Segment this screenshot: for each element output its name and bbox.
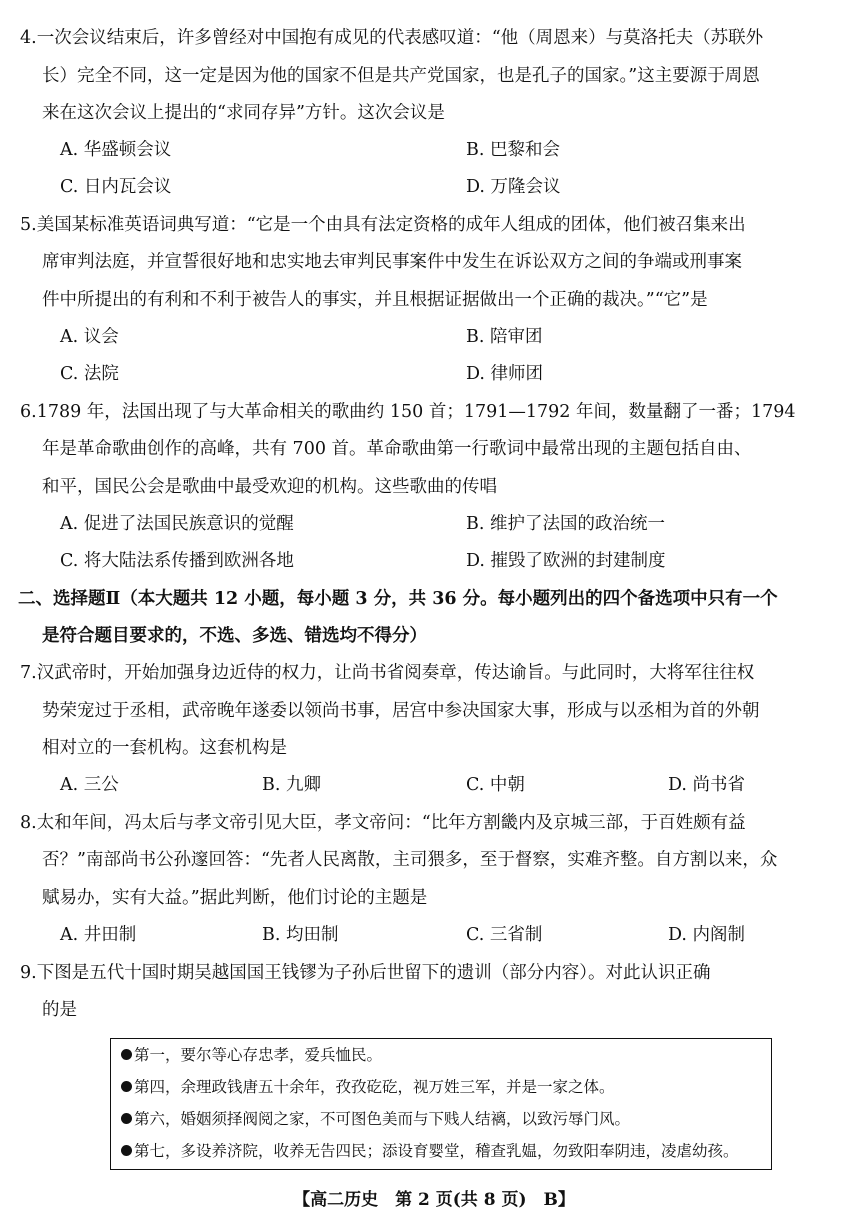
option-b: B. 陪审团: [466, 327, 543, 347]
option-a: A. 井田制: [60, 925, 137, 945]
option-c: C. 日内瓦会议: [60, 177, 172, 197]
option-c: C. 三省制: [466, 925, 543, 945]
testament-item: 第六，婚姻须择阀阅之家，不可图色美而与下贱人结褵，以致污辱门风。: [121, 1108, 630, 1130]
option-c: C. 中朝: [466, 775, 525, 795]
option-a: A. 议会: [60, 327, 119, 347]
option-d: D. 内阁制: [668, 925, 746, 945]
question-7-line-1: 7.汉武帝时，开始加强身边近侍的权力，让尚书省阅奏章，传达谕旨。与此同时，大将军往往权: [20, 663, 755, 683]
option-d: D. 摧毁了欧洲的封建制度: [466, 551, 666, 571]
question-7-line-2: 势荣宠过于丞相，武帝晚年遂委以领尚书事，居宫中参决国家大事，形成与以丞相为首的外朝: [42, 701, 760, 721]
section-2-line-1: 二、选择题Ⅱ（本大题共 12 小题，每小题 3 分，共 36 分。每小题列出的四个备选项中只有一个: [18, 589, 778, 609]
testament-box: [110, 1038, 772, 1170]
option-b: B. 维护了法国的政治统一: [466, 514, 665, 534]
question-8-line-2: 否？”南部尚书公孙邃回答：“先者人民离散，主司猥多，至于督察，实难齐整。自方割以来，众: [42, 850, 778, 870]
option-b: B. 均田制: [262, 925, 339, 945]
section-2-line-2: 是符合题目要求的，不选、多选、错选均不得分）: [42, 626, 427, 646]
option-c: C. 法院: [60, 364, 119, 384]
question-7-line-3: 相对立的一套机构。这套机构是: [42, 738, 287, 758]
bullet-icon: [121, 1113, 132, 1124]
question-9-line-2: 的是: [42, 1000, 77, 1020]
option-a: A. 促进了法国民族意识的觉醒: [60, 514, 294, 534]
question-6-line-1: 6.1789 年，法国出现了与大革命相关的歌曲约 150 首；1791—1792 年间，数量翻了一番；1794: [20, 402, 796, 422]
question-5-line-1: 5.美国某标准英语词典写道：“它是一个由具有法定资格的成年人组成的团体，他们被召集来出: [20, 215, 746, 235]
question-9-line-1: 9.下图是五代十国时期吴越国国王钱镠为子孙后世留下的遗训（部分内容）。对此认识正确: [20, 963, 711, 983]
question-5-line-2: 席审判法庭，并宣誓很好地和忠实地去审判民事案件中发生在诉讼双方之间的争端或刑事案: [42, 252, 742, 272]
page-footer: 【高二历史 第 2 页(共 8 页) B】: [293, 1190, 575, 1210]
question-6-line-3: 和平，国民公会是歌曲中最受欢迎的机构。这些歌曲的传唱: [42, 477, 497, 497]
testament-item: 第一，要尔等心存忠孝，爱兵恤民。: [121, 1044, 382, 1066]
bullet-icon: [121, 1145, 132, 1156]
option-b: B. 巴黎和会: [466, 140, 560, 160]
bullet-icon: [121, 1049, 132, 1060]
option-d: D. 律师团: [466, 364, 544, 384]
question-8-line-1: 8.太和年间，冯太后与孝文帝引见大臣，孝文帝问：“比年方割畿内及京城三部，于百姓颇有益: [20, 813, 746, 833]
option-a: A. 华盛顿会议: [60, 140, 172, 160]
testament-item: 第七，多设养济院，收养无告四民；添设育婴堂，稽查乳媪，勿致阳奉阴违，凌虐幼孩。: [121, 1140, 739, 1162]
option-b: B. 九卿: [262, 775, 321, 795]
question-4-line-1: 4.一次会议结束后，许多曾经对中国抱有成见的代表感叹道：“他（周恩来）与莫洛托夫（苏联外: [20, 28, 764, 48]
bullet-icon: [121, 1081, 132, 1092]
option-c: C. 将大陆法系传播到欧洲各地: [60, 551, 294, 571]
question-5-line-3: 件中所提出的有利和不利于被告人的事实，并且根据证据做出一个正确的裁决。”“它”是: [42, 290, 708, 310]
option-d: D. 尚书省: [668, 775, 746, 795]
question-6-line-2: 年是革命歌曲创作的高峰，共有 700 首。革命歌曲第一行歌词中最常出现的主题包括自由、: [42, 439, 752, 459]
option-a: A. 三公: [60, 775, 119, 795]
question-8-line-3: 赋易办，实有大益。”据此判断，他们讨论的主题是: [42, 888, 428, 908]
question-4-line-3: 来在这次会议上提出的“求同存异”方针。这次会议是: [42, 103, 445, 123]
option-d: D. 万隆会议: [466, 177, 561, 197]
testament-item: 第四，余理政钱唐五十余年，孜孜矻矻，视万姓三军，并是一家之体。: [121, 1076, 615, 1098]
question-4-line-2: 长）完全不同，这一定是因为他的国家不但是共产党国家，也是孔子的国家。”这主要源于周恩: [42, 66, 760, 86]
